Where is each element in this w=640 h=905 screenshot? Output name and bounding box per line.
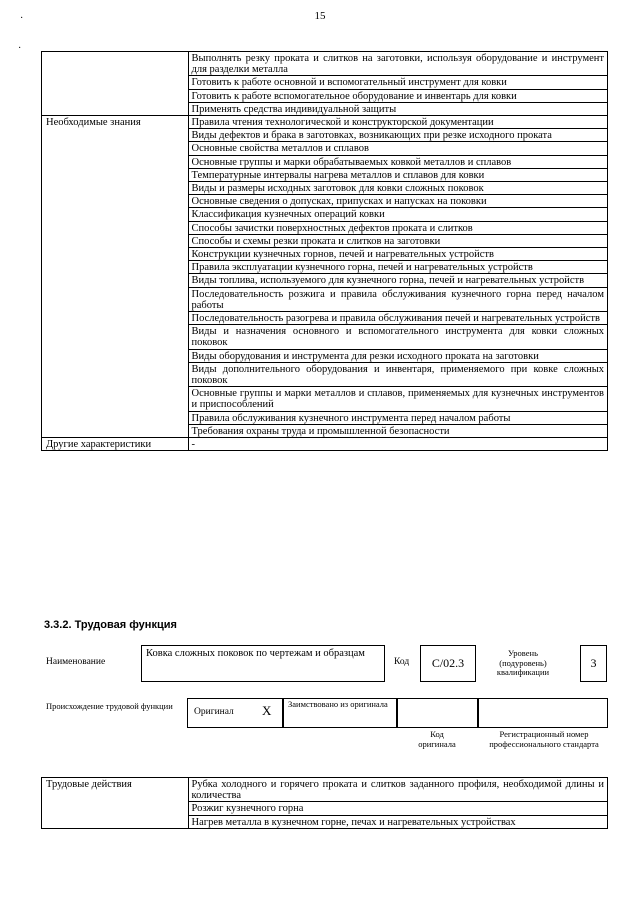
- knowledge-item: Конструкции кузнечных горнов, печей и нагревательных устройств: [188, 248, 607, 261]
- other-characteristics-label: Другие характеристики: [42, 438, 189, 451]
- table-row: [42, 52, 608, 76]
- knowledge-item: Виды оборудования и инструмента для резки исходного проката на заготовки: [188, 349, 607, 362]
- scan-speck: ·: [20, 13, 24, 24]
- skill-item: Готовить к работе вспомогательное оборудование и инвентарь для ковки: [188, 89, 607, 102]
- knowledge-item: Виды дополнительного оборудования и инвентаря, применяемого при ковке сложных поковок: [188, 362, 607, 386]
- borrowed-label: Заимствовано из оригинала: [288, 699, 388, 709]
- name-label: Наименование: [46, 657, 106, 667]
- knowledge-item: Последовательность розжига и правила обслуживания кузнечного горна перед началом работы: [188, 287, 607, 311]
- origin-divider: [477, 698, 479, 728]
- requirements-table: [41, 51, 608, 451]
- knowledge-item: Виды дефектов и брака в заготовках, возникающих при резке исходного проката: [188, 129, 607, 142]
- page-number: 15: [314, 10, 326, 22]
- function-name-box: Ковка сложных поковок по чертежам и образцам: [141, 645, 385, 682]
- actions-label: Трудовые действия: [42, 778, 189, 829]
- knowledge-item: Виды топлива, используемого для кузнечного горна, печей и нагревательных устройств: [188, 274, 607, 287]
- reg-number-label: Регистрационный номер профессионального стандарта: [489, 729, 599, 749]
- knowledge-item: Температурные интервалы нагрева металлов и сплавов для ковки: [188, 168, 607, 181]
- actions-table: [41, 777, 608, 829]
- section-title: 3.3.2. Трудовая функция: [44, 619, 177, 631]
- origin-divider: [396, 698, 398, 728]
- other-characteristics-value: -: [188, 438, 607, 451]
- action-item: Нагрев металла в кузнечном горне, печах и нагревательных устройствах: [188, 815, 607, 828]
- code-label: Код: [394, 657, 410, 667]
- knowledge-item: Последовательность разогрева и правила обслуживания печей и нагревательных устройств: [188, 312, 607, 325]
- original-label: Оригинал: [194, 707, 234, 717]
- knowledge-label: Необходимые знания: [42, 116, 189, 438]
- knowledge-item: Основные группы и марки металлов и сплавов, применяемых для кузнечных инструментов и приспособлений: [188, 387, 607, 411]
- knowledge-item: Способы зачистки поверхностных дефектов проката и слитков: [188, 221, 607, 234]
- table-row: [42, 778, 608, 802]
- action-item: Рубка холодного и горячего проката и слитков заданного профиля, необходимой длины и количества: [188, 778, 607, 802]
- knowledge-item: Требования охраны труда и промышленной безопасности: [188, 424, 607, 437]
- skills-label-cell: [42, 52, 189, 116]
- level-label: Уровень (подуровень) квалификации: [496, 648, 550, 677]
- knowledge-item: Виды и размеры исходных заготовок для ковки сложных поковок: [188, 182, 607, 195]
- original-mark: X: [262, 703, 272, 718]
- knowledge-item: Основные сведения о допусках, припусках и напусках на поковки: [188, 195, 607, 208]
- knowledge-item: Правила эксплуатации кузнечного горна, печей и нагревательных устройств: [188, 261, 607, 274]
- origin-divider: [282, 698, 284, 728]
- knowledge-item: Способы и схемы резки проката и слитков на заготовки: [188, 234, 607, 247]
- table-row: [42, 438, 608, 451]
- function-code-box: C/02.3: [420, 645, 476, 682]
- knowledge-item: Основные свойства металлов и сплавов: [188, 142, 607, 155]
- scan-speck: ·: [18, 43, 22, 54]
- level-value-box: 3: [580, 645, 607, 682]
- skill-item: Выполнять резку проката и слитков на заготовки, используя оборудование и инструмент для разделки металла: [188, 52, 607, 76]
- action-item: Розжиг кузнечного горна: [188, 802, 607, 815]
- knowledge-item: Правила чтения технологической и конструкторской документации: [188, 116, 607, 129]
- origin-label: Происхождение трудовой функции: [46, 701, 173, 711]
- knowledge-item: Основные группы и марки обрабатываемых ковкой металлов и сплавов: [188, 155, 607, 168]
- table-row: [42, 116, 608, 129]
- skill-item: Готовить к работе основной и вспомогательный инструмент для ковки: [188, 76, 607, 89]
- skill-item: Применять средства индивидуальной защиты: [188, 102, 607, 115]
- knowledge-item: Виды и назначения основного и вспомогательного инструмента для ковки сложных поковок: [188, 325, 607, 349]
- knowledge-item: Правила обслуживания кузнечного инструмента перед началом работы: [188, 411, 607, 424]
- code-original-label: Код оригинала: [418, 729, 456, 749]
- knowledge-item: Классификация кузнечных операций ковки: [188, 208, 607, 221]
